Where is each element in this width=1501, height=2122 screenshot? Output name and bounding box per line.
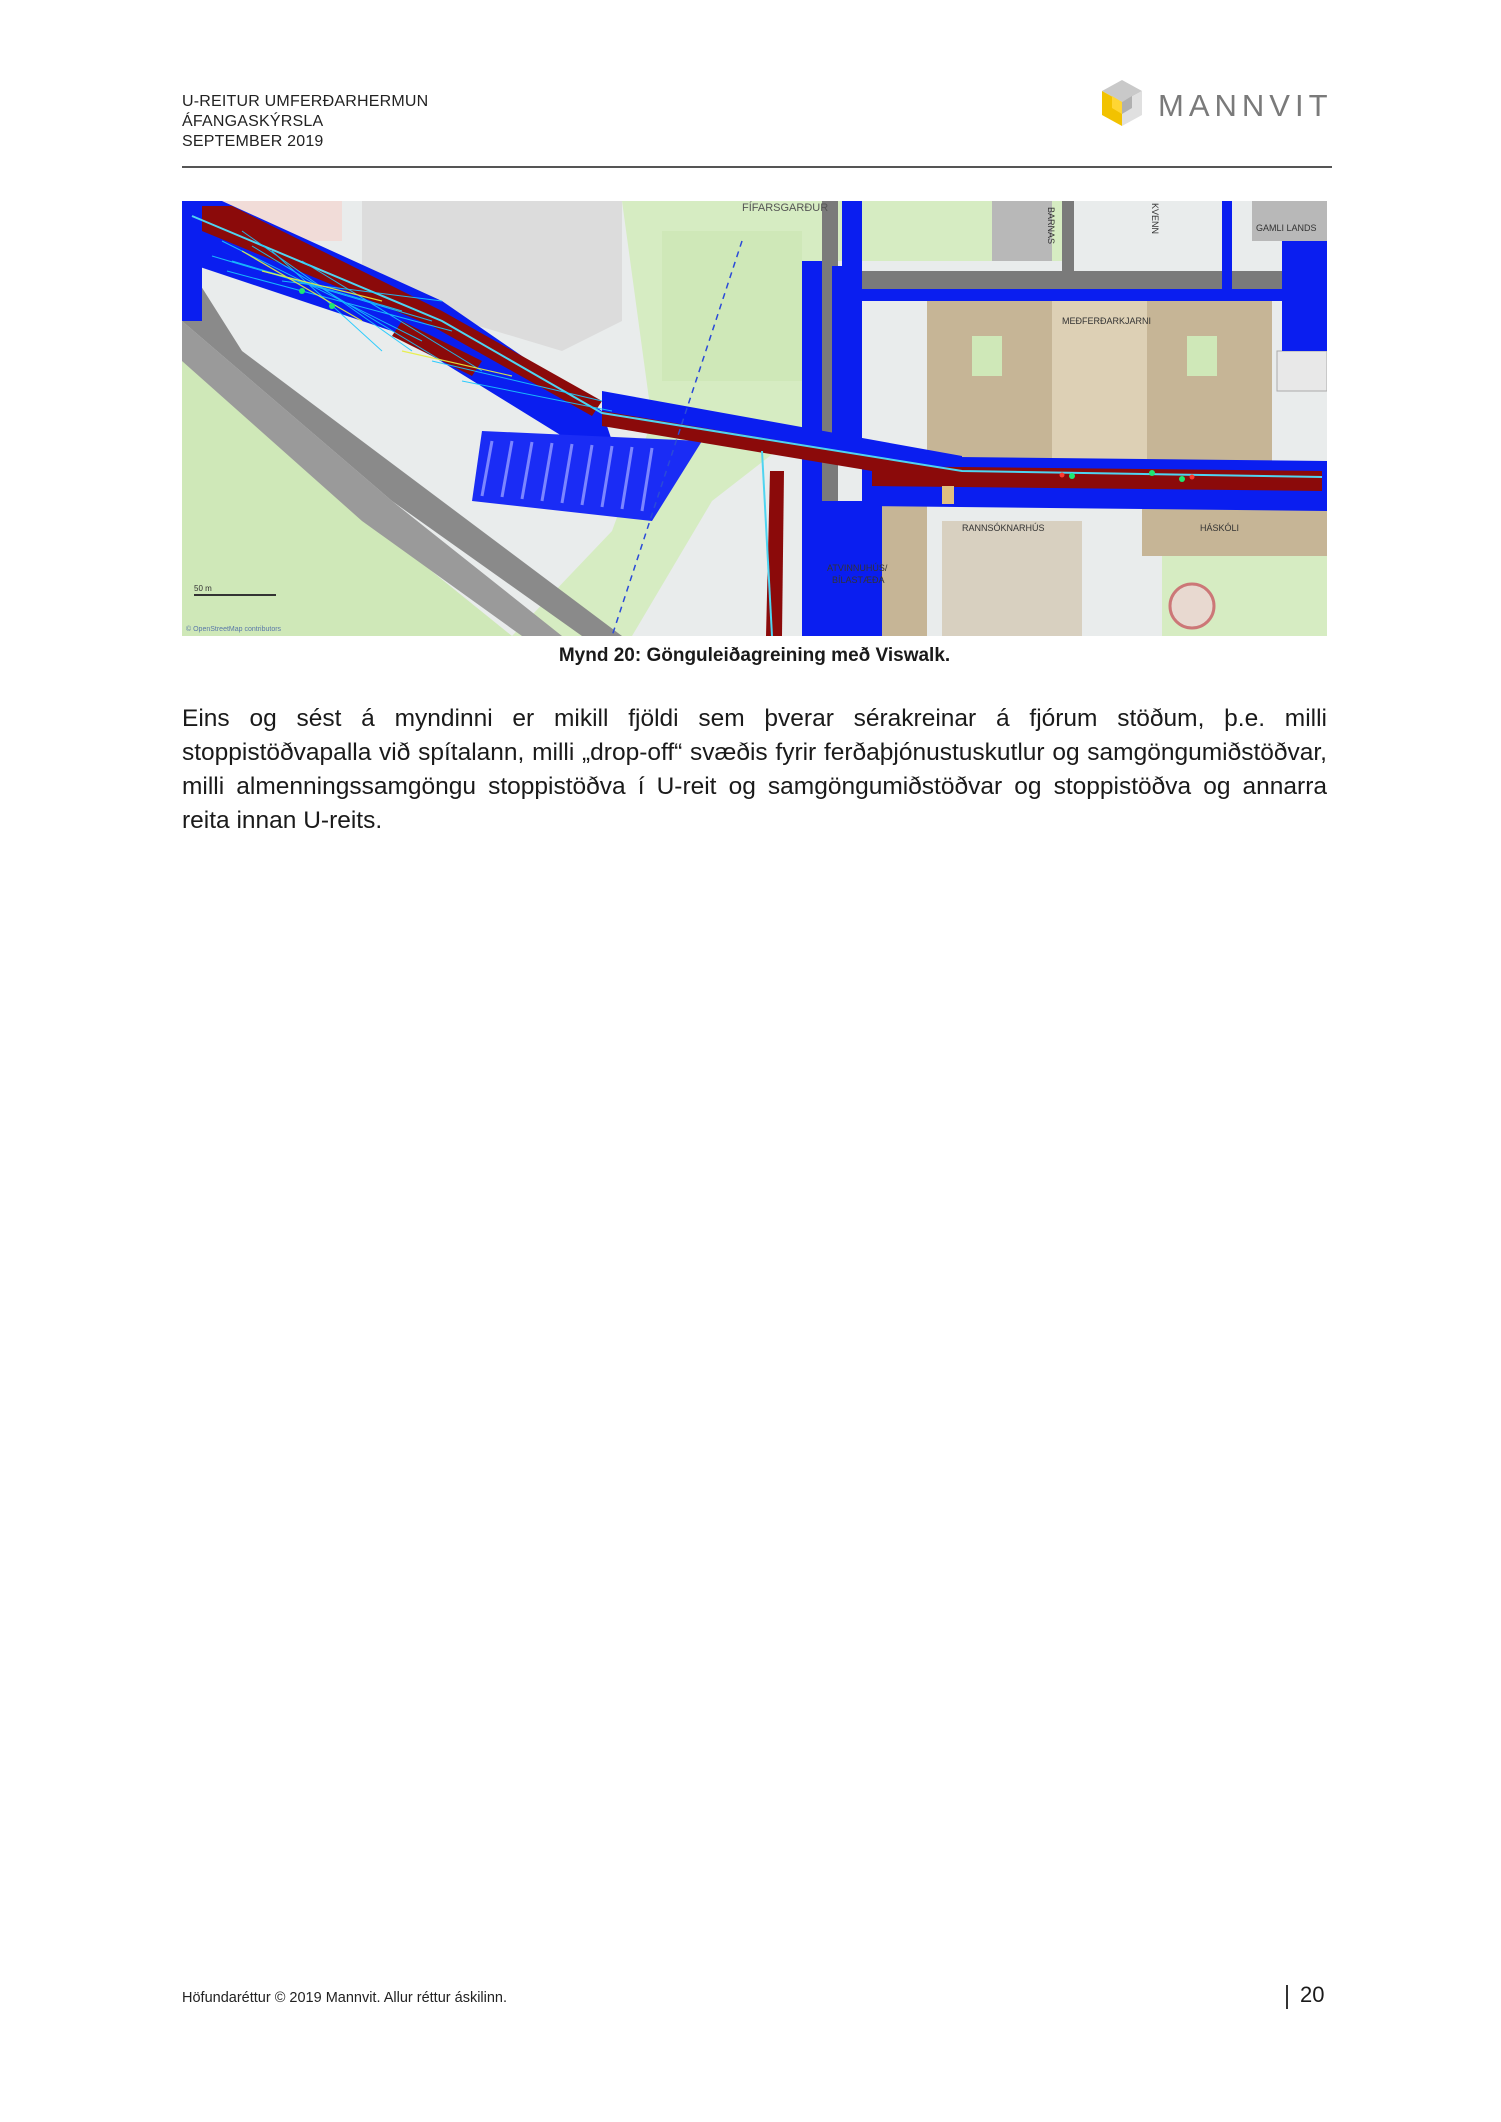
header-report-type: ÁFANGASKÝRSLA [182,113,324,130]
header-divider [182,166,1332,168]
cube-logo-icon [1094,76,1150,132]
map-label-top-right-1: BARNAS [1046,207,1056,245]
map-label-building-4b: BÍLASTÆÐA [832,575,885,585]
map-image [182,201,1327,636]
map-copyright: © OpenStreetMap contributors [186,626,282,633]
map-label-building-3: HÁSKÓLI [1200,523,1240,533]
map-label-top-street: FÍFARSGARÐUR [742,202,829,214]
body-paragraph: Eins og sést á myndinni er mikill fjöldi sem þverar sérakreinar á fjórum stöðum, þ.e. milli stoppistöðvapalla við spítalann, milli „drop-off“ svæðis fyrir ferðaþjónustuskutlur og samgöngumiðstöðvar, milli almenningssamgöngu stoppistöðva í U-reit og samgöngumiðstöðvar og stoppistöðva og annarra reita innan U-reits. [182,705,1327,834]
page-number: 20 [1300,1982,1325,2007]
header-text-block [182,92,428,152]
viswalk-map-figure [182,201,1327,636]
scale-bar [194,594,276,596]
logo-wordmark: MANNVIT [1158,88,1333,123]
footer-divider [1286,1985,1288,2009]
map-label-building-1: MEÐFERÐARKJARNI [1062,316,1152,326]
header-project-title: U-REITUR UMFERÐARHERMUN [182,93,429,110]
figure-caption: Mynd 20: Gönguleiðagreining með Viswalk. [558,645,951,666]
map-label-top-right-2: KVENN [1150,203,1160,235]
mannvit-logo [1094,76,1334,132]
map-label-building-4: ATVINNUHÚS/ [827,563,888,573]
scale-label: 50 m [194,584,212,593]
map-label-building-2: RANNSÓKNARHÚS [962,523,1045,533]
footer-copyright: Höfundaréttur © 2019 Mannvit. Allur réttur áskilinn. [182,1990,508,2006]
map-label-top-right-3: GAMLI LANDS [1256,223,1317,233]
header-date: SEPTEMBER 2019 [182,133,324,150]
